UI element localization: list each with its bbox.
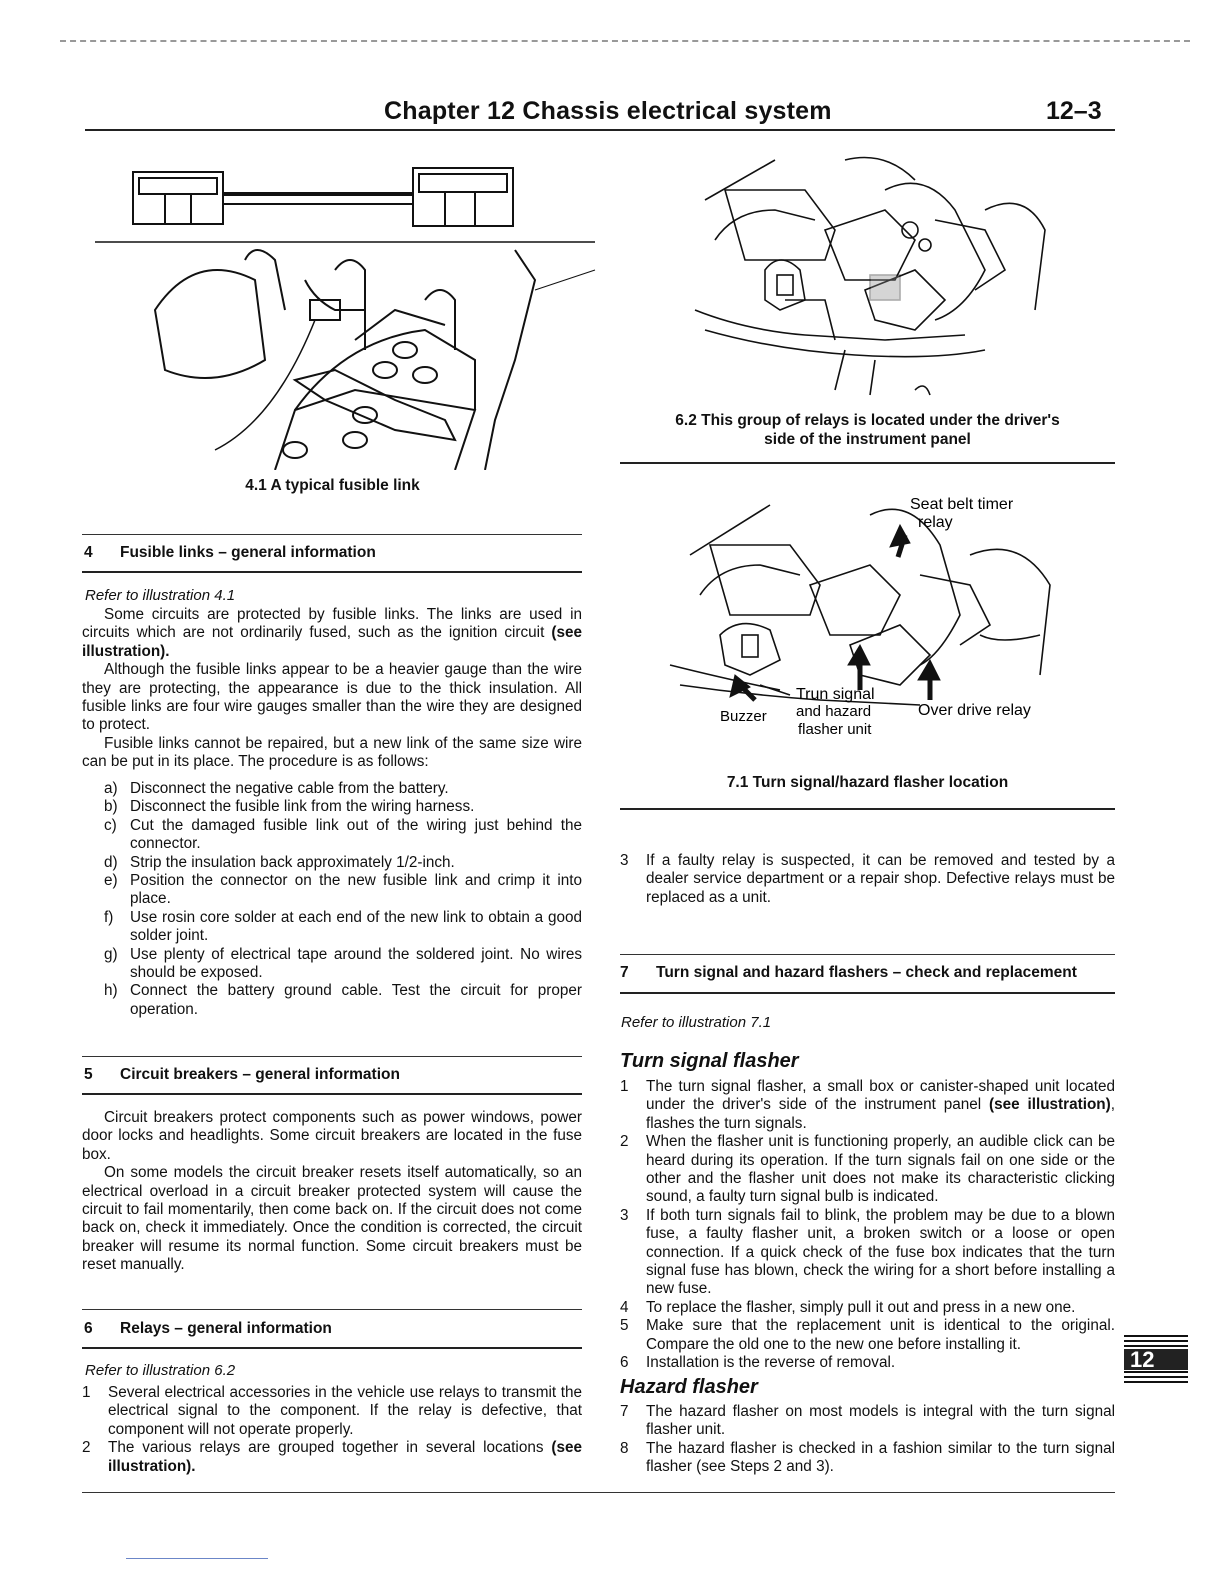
step-number: 2	[82, 1439, 91, 1457]
section-6-step-2: The various relays are grouped together in several locations	[108, 1439, 544, 1457]
section-6-step-1: Several electrical accessories in the vehicle use relays to transmit the electrical signal to the component. If the relay is defective, that component will not operate properly.	[108, 1384, 582, 1438]
step-text: The hazard flasher is checked in a fashion similar to the turn signal flasher (see Steps 2 and 3).	[646, 1439, 1115, 1476]
list-text: Position the connector on the new fusible link and crimp it into place.	[130, 872, 582, 908]
hazard-flasher-heading: Hazard flasher	[620, 1376, 758, 1398]
section-6-number: 6	[84, 1320, 93, 1337]
label-turn-signal-line2: and hazard	[796, 703, 872, 720]
section-7-ref: Refer to illustration 7.1	[621, 1014, 772, 1031]
step-number: 8	[620, 1439, 629, 1457]
list-item	[104, 798, 582, 816]
label-seat-belt-line2: relay	[918, 514, 953, 531]
list-item	[104, 946, 582, 983]
section-4-p2: Although the fusible links appear to be a heavier gauge than the wire they are protecting, the appearance is due to the thick insulation. All fusible links are four wire gauges smaller than the wire they are designed to protect.	[82, 661, 582, 734]
flasher-location-illustration	[660, 485, 1080, 755]
section-rule	[82, 571, 582, 573]
section-6-step-2-ref: (see illustration).	[108, 1439, 583, 1475]
list-label: h)	[104, 982, 118, 1000]
section-5-number: 5	[84, 1066, 93, 1083]
step-number: 3	[620, 1206, 629, 1224]
section-6-ref: Refer to illustration 6.2	[85, 1362, 236, 1379]
divider-rule	[620, 462, 1115, 464]
section-5-body	[82, 1109, 582, 1275]
step-number: 1	[82, 1384, 91, 1401]
step-number: 7	[620, 1403, 629, 1420]
section-4-p1: Some circuits are protected by fusible links. The links are used in circuits which are not ordinarily fused, such as the ignition circuit	[82, 606, 582, 642]
section-7-step-1-end: , flashes the turn signals.	[646, 1096, 1115, 1132]
step-text: The hazard flasher on most models is integral with the turn signal flasher unit.	[646, 1403, 1115, 1439]
section-7-number: 7	[620, 964, 629, 981]
section-5-p2: On some models the circuit breaker resets itself automatically, so an electrical overload in a circuit breaker protected system will cause the circuit to fail momentarily, then come back on. If the circuit does not come back on, check it immediately. Once the condition is corrected, the circuit breaker will resume its normal function. Some circuit breakers must be reset manually.	[82, 1164, 582, 1274]
list-label: d)	[104, 853, 118, 871]
scan-artifact-line	[60, 40, 1190, 42]
list-item	[104, 872, 582, 909]
step-number: 5	[620, 1317, 629, 1335]
list-text: Use rosin core solder at each end of the new link to obtain a good solder joint.	[130, 908, 582, 945]
chapter-title: Chapter 12 Chassis electrical system	[384, 97, 832, 125]
section-rule	[82, 1347, 582, 1349]
list-label: a)	[104, 780, 118, 797]
thumb-tab-graphic	[1124, 1332, 1188, 1384]
header-rule	[85, 129, 1115, 131]
step-text: When the flasher unit is functioning properly, an audible click can be heard during its operation. If the turn signals fail on one side or the other and the flasher unit does not make its characteristic clicking sound, a faulty turn signal bulb is indicated.	[646, 1133, 1115, 1206]
list-item	[104, 780, 582, 798]
list-text: Strip the insulation back approximately 1/2-inch.	[130, 853, 455, 871]
label-buzzer: Buzzer	[720, 708, 767, 725]
scan-artifact-line	[126, 1558, 268, 1559]
section-4-number: 4	[84, 544, 93, 561]
list-label: c)	[104, 816, 117, 834]
relay-group-illustration	[685, 150, 1060, 402]
section-7-steps	[620, 1078, 1115, 1373]
section-4-steps	[104, 780, 582, 1019]
section-4-ref: Refer to illustration 4.1	[85, 587, 236, 604]
section-6-step-3: If a faulty relay is suspected, it can be removed and tested by a dealer service department or a repair shop. Defective relays must be replaced as a unit.	[646, 852, 1115, 906]
step-text: Make sure that the replacement unit is identical to the original. Compare the old one to the new one before installing it.	[646, 1317, 1115, 1353]
footer-rule	[82, 1492, 1115, 1493]
section-7-heading	[620, 964, 1077, 982]
list-text: Use plenty of electrical tape around the soldered joint. No wires should be exposed.	[130, 945, 582, 982]
section-4-p1-ref: (see illustration).	[82, 624, 582, 660]
list-item	[104, 854, 582, 872]
hazard-steps	[620, 1403, 1115, 1477]
section-7-title: Turn signal and hazard flashers – check and replacement	[656, 964, 1077, 981]
section-4-title: Fusible links – general information	[120, 544, 376, 561]
list-text: Disconnect the negative cable from the battery.	[130, 780, 449, 797]
list-label: g)	[104, 945, 118, 963]
list-item	[104, 982, 582, 1019]
list-item	[104, 909, 582, 946]
step-number: 3	[620, 852, 629, 869]
fusible-link-illustration	[95, 160, 600, 470]
step-text: To replace the flasher, simply pull it out and press in a new one.	[646, 1298, 1076, 1316]
section-6-continued	[620, 852, 1115, 907]
section-4-p3: Fusible links cannot be repaired, but a new link of the same size wire can be put in its place. The procedure is as follows:	[82, 734, 582, 771]
section-6-body	[82, 1384, 582, 1476]
figure-6-2-caption-line2: side of the instrument panel	[764, 431, 971, 448]
label-seat-belt-line1: Seat belt timer	[910, 496, 1014, 513]
divider-rule	[620, 808, 1115, 810]
section-rule	[620, 992, 1115, 994]
section-5-title: Circuit breakers – general information	[120, 1066, 400, 1083]
section-rule	[620, 954, 1115, 955]
step-number: 4	[620, 1298, 629, 1316]
chapter-thumb-tab	[1124, 1332, 1188, 1384]
label-turn-signal-line3: flasher unit	[798, 721, 872, 738]
step-number: 6	[620, 1354, 629, 1372]
step-text: If both turn signals fail to blink, the problem may be due to a blown fuse, a faulty flasher unit, a broken switch or a loose or open connection. If a quick check of the fuse box indicates that the turn signal fuse has blown, check the wiring for a short before installing a new fuse.	[646, 1206, 1115, 1298]
list-text: Cut the damaged fusible link out of the wiring just behind the connector.	[130, 816, 582, 853]
section-4-body	[82, 606, 582, 772]
section-7-step-1: The turn signal flasher, a small box or canister-shaped unit located under the driver's side of the instrument panel	[646, 1078, 1115, 1114]
figure-7-1-caption: 7.1 Turn signal/hazard flasher location	[726, 774, 1009, 791]
section-rule	[82, 1093, 582, 1095]
section-6-title: Relays – general information	[120, 1320, 332, 1337]
list-text: Connect the battery ground cable. Test the circuit for proper operation.	[130, 982, 582, 1018]
figure-4-1-caption: 4.1 A typical fusible link	[245, 477, 420, 494]
thumb-tab-label: 12	[1130, 1347, 1155, 1372]
section-rule	[82, 534, 582, 535]
list-item	[104, 817, 582, 854]
section-6-heading	[84, 1320, 332, 1338]
step-text: Installation is the reverse of removal.	[646, 1354, 896, 1372]
page-number: 12–3	[1046, 97, 1102, 125]
section-5-heading	[84, 1066, 400, 1084]
section-5-p1: Circuit breakers protect components such as power windows, power door locks and headlights. Some circuit breakers are located in the fuse box.	[82, 1109, 582, 1163]
list-text: Disconnect the fusible link from the wiring harness.	[130, 798, 475, 816]
section-rule	[82, 1056, 582, 1057]
section-4-heading	[84, 544, 376, 562]
step-number: 1	[620, 1078, 629, 1095]
label-overdrive-relay: Over drive relay	[918, 702, 1031, 719]
list-label: e)	[104, 872, 118, 890]
list-label: f)	[104, 908, 114, 926]
label-turn-signal-line1: Trun signal	[796, 686, 875, 703]
list-label: b)	[104, 798, 118, 816]
figure-6-2-caption-line1: 6.2 This group of relays is located under the driver's	[675, 412, 1060, 429]
step-number: 2	[620, 1133, 629, 1151]
figure-6-2-caption	[620, 411, 1115, 449]
section-rule	[82, 1309, 582, 1310]
section-7-step-1-ref: (see illustration)	[988, 1096, 1111, 1114]
turn-signal-flasher-heading: Turn signal flasher	[620, 1050, 799, 1072]
